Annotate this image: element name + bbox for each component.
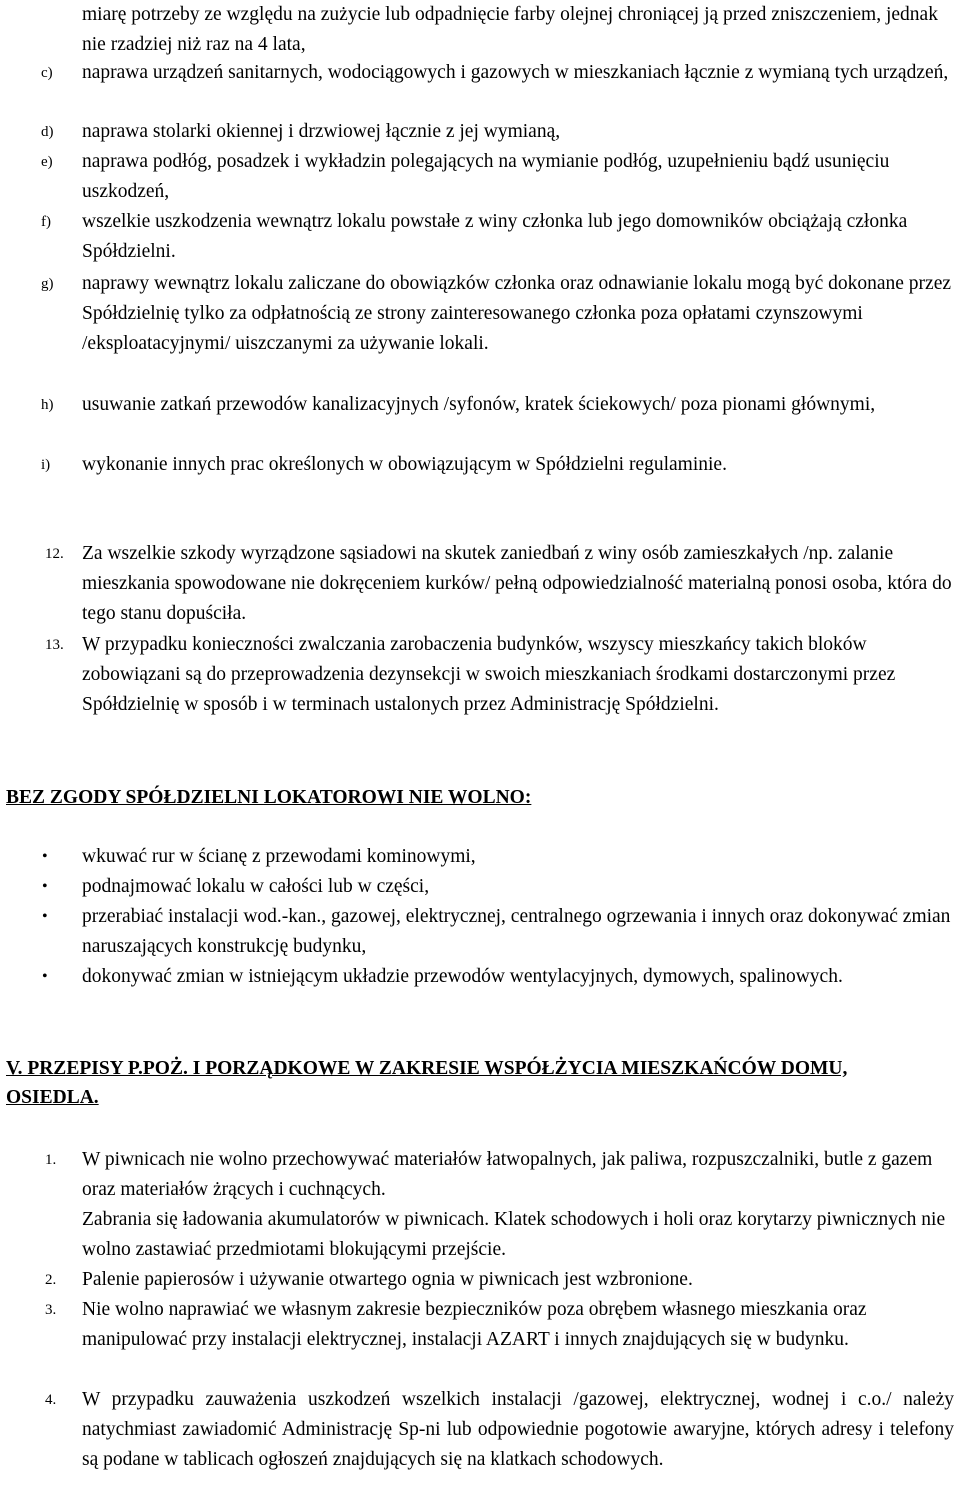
section-5-item-2: Palenie papierosów i używanie otwartego ognia w piwnicach jest wzbronione. [82,1269,693,1290]
list-label-f: f) [41,214,51,230]
list-item-h: usuwanie zatkań przewodów kanalizacyjnych /syfonów, kratek ściekowych/ poza pionami głównymi, [82,394,876,415]
bullet-icon: • [42,878,48,895]
bullet-icon: • [42,848,48,865]
prohibition-item-1: wkuwać rur w ścianę z przewodami kominowymi, [82,846,476,867]
paragraph-13: W przypadku konieczności zwalczania zarobaczenia budynków, wszyscy mieszkańcy takich bloków zobowiązani są do przeprowadzenia dezynsekcji w swoich mieszkaniach środkami dostarczonymi przez Spółdzielnię w sposób i w terminach ustalonych przez Administrację Spółdzielni. [82,634,896,715]
list-item-i: wykonanie innych prac określonych w obowiązującym w Spółdzielni regulaminie. [82,454,727,475]
section-5-number-3: 3. [45,1302,57,1318]
bullet-icon: • [42,968,48,985]
list-item-f: wszelkie uszkodzenia wewnątrz lokalu powstałe z winy członka lub jego domowników obciążają członka Spółdzielni. [82,211,908,262]
list-item-e: naprawa podłóg, posadzek i wykładzin polegających na wymianie podłóg, uzupełnieniu bądź usunięciu uszkodzeń, [82,151,890,202]
section-5-number-2: 2. [45,1272,57,1288]
bullet-icon: • [42,908,48,925]
prohibition-item-2: podnajmować lokalu w całości lub w części, [82,876,430,897]
section-5-item-1: W piwnicach nie wolno przechowywać materiałów łatwopalnych, jak paliwa, rozpuszczalniki, butle z gazem oraz materiałów żrących i cuchnących. [82,1149,933,1200]
list-item-d: naprawa stolarki okiennej i drzwiowej łącznie z jej wymianą, [82,121,561,142]
section-5-item-4: W przypadku zauważenia uszkodzeń wszelkich instalacji /gazowej, elektrycznej, wodnej i c.o./ należy natychmiast zawiadomić Administrację Sp-ni lub odpowiednie pogotowie awaryjne, których adresy i telefony są podane w tablicach ogłoszeń znajdujących się na klatkach schodowych. [82,1389,954,1470]
section-5-item-1-continuation: Zabrania się ładowania akumulatorów w piwnicach. Klatek schodowych i holi oraz korytarzy piwnicznych nie wolno zastawiać przedmiotami blokującymi przejście. [82,1209,946,1260]
list-item-c: naprawa urządzeń sanitarnych, wodociągowych i gazowych w mieszkaniach łącznie z wymianą tych urządzeń, [82,62,949,83]
list-label-i: i) [41,457,51,473]
list-label-e: e) [41,154,53,170]
section-5-item-3: Nie wolno naprawiać we własnym zakresie bezpieczników poza obrębem własnego mieszkania oraz manipulować przy instalacji elektrycznej, instalacji AZART i innych znajdujących się w budynku. [82,1299,867,1350]
section-5-number-1: 1. [45,1152,57,1168]
paragraph-number-12: 12. [45,546,64,562]
list-label-c: c) [41,65,53,81]
paragraph-number-13: 13. [45,637,64,653]
prohibition-item-4: dokonywać zmian w istniejącym układzie przewodów wentylacyjnych, dymowych, spalinowych. [82,966,843,987]
list-item-b-continuation: miarę potrzeby ze względu na zużycie lub odpadnięcie farby olejnej chroniącej ją przed zniszczeniem, jednak nie rzadziej niż raz na 4 lata, [82,4,938,55]
prohibitions-heading: BEZ ZGODY SPÓŁDZIELNI LOKATOROWI NIE WOLNO: [6,787,532,808]
paragraph-12: Za wszelkie szkody wyrządzone sąsiadowi na skutek zaniedbań z winy osób zamieszkałych /np. zalanie mieszkania spowodowane nie dokręceniem kurków/ pełną odpowiedzialność materialną ponosi osoba, która do tego stanu dopuściła. [82,543,952,624]
list-label-g: g) [41,276,54,292]
prohibition-item-3: przerabiać instalacji wod.-kan., gazowej, elektrycznej, centralnego ogrzewania i innych oraz dokonywać zmian naruszających konstrukcję budynku, [82,906,951,957]
section-5-heading: V. PRZEPISY P.POŻ. I PORZĄDKOWE W ZAKRESIE WSPÓŁŻYCIA MIESZKAŃCÓW DOMU, OSIEDLA. [6,1058,848,1108]
list-item-g: naprawy wewnątrz lokalu zaliczane do obowiązków członka oraz odnawianie lokalu mogą być dokonane przez Spółdzielnię tylko za odpłatnością ze strony zainteresowanego członka poza opłatami czynszowymi /eksploatacyjnymi/ uiszczanymi za używanie lokali. [82,273,952,354]
section-5-number-4: 4. [45,1392,57,1408]
list-label-h: h) [41,397,54,413]
list-label-d: d) [41,124,54,140]
